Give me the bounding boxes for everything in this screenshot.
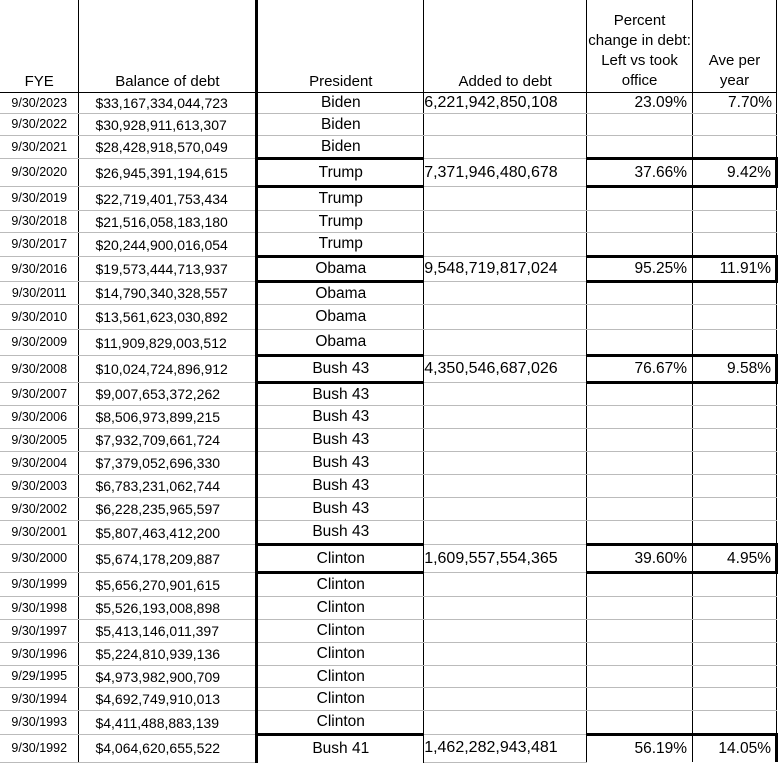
cell-fye: 9/30/2023 — [0, 93, 79, 114]
cell-president: Obama — [257, 257, 424, 282]
cell-balance: $5,807,463,412,200 — [79, 521, 257, 545]
cell-balance: $14,790,340,328,557 — [79, 282, 257, 305]
table-row — [0, 305, 777, 330]
cell-fye: 9/30/1999 — [0, 573, 79, 597]
cell-ave-per-year — [693, 573, 777, 597]
cell-balance: $33,167,334,044,723 — [79, 93, 257, 114]
table-row — [0, 666, 777, 688]
cell-fye: 9/30/1997 — [0, 620, 79, 643]
cell-percent-change — [587, 406, 693, 429]
cell-added — [424, 666, 587, 688]
cell-president: Clinton — [257, 545, 424, 573]
cell-fye: 9/30/1996 — [0, 643, 79, 666]
cell-balance: $28,428,918,570,049 — [79, 136, 257, 159]
cell-balance: $5,656,270,901,615 — [79, 573, 257, 597]
cell-president: Trump — [257, 233, 424, 257]
cell-ave-per-year — [693, 383, 777, 406]
cell-percent-change — [587, 688, 693, 711]
cell-fye: 9/30/2000 — [0, 545, 79, 573]
cell-ave-per-year — [693, 666, 777, 688]
cell-percent-change — [587, 330, 693, 356]
header-ave-per-year: Ave per year — [693, 0, 777, 93]
cell-fye: 9/30/2001 — [0, 521, 79, 545]
cell-percent-change — [587, 211, 693, 233]
cell-fye: 9/30/2003 — [0, 475, 79, 498]
cell-balance: $19,573,444,713,937 — [79, 257, 257, 282]
cell-added — [424, 406, 587, 429]
cell-balance: $21,516,058,183,180 — [79, 211, 257, 233]
table-row — [0, 521, 777, 545]
cell-added — [424, 330, 587, 356]
cell-president: Clinton — [257, 666, 424, 688]
cell-president: Biden — [257, 114, 424, 136]
cell-fye: 9/30/2011 — [0, 282, 79, 305]
cell-percent-change: 39.60% — [587, 545, 693, 573]
cell-percent-change — [587, 282, 693, 305]
cell-percent-change — [587, 114, 693, 136]
cell-fye: 9/30/2006 — [0, 406, 79, 429]
cell-ave-per-year — [693, 521, 777, 545]
cell-balance: $4,411,488,883,139 — [79, 711, 257, 735]
table-row — [0, 711, 777, 735]
cell-ave-per-year — [693, 620, 777, 643]
cell-balance: $22,719,401,753,434 — [79, 187, 257, 211]
cell-fye: 9/30/1993 — [0, 711, 79, 735]
cell-balance: $5,674,178,209,887 — [79, 545, 257, 573]
table-row — [0, 356, 777, 383]
cell-fye: 9/30/2009 — [0, 330, 79, 356]
cell-percent-change — [587, 383, 693, 406]
cell-percent-change: 76.67% — [587, 356, 693, 383]
cell-balance: $10,024,724,896,912 — [79, 356, 257, 383]
cell-added — [424, 282, 587, 305]
header-balance: Balance of debt — [79, 0, 257, 93]
cell-fye: 9/30/2002 — [0, 498, 79, 521]
cell-president: Clinton — [257, 643, 424, 666]
cell-percent-change: 56.19% — [587, 735, 693, 763]
table-row — [0, 452, 777, 475]
cell-president: Clinton — [257, 620, 424, 643]
cell-ave-per-year — [693, 597, 777, 620]
cell-president: Obama — [257, 282, 424, 305]
cell-added — [424, 452, 587, 475]
cell-percent-change — [587, 666, 693, 688]
cell-balance: $11,909,829,003,512 — [79, 330, 257, 356]
cell-added — [424, 114, 587, 136]
table-row — [0, 545, 777, 573]
cell-percent-change — [587, 498, 693, 521]
cell-ave-per-year — [693, 282, 777, 305]
cell-added — [424, 498, 587, 521]
cell-president: Bush 43 — [257, 356, 424, 383]
cell-ave-per-year — [693, 211, 777, 233]
cell-balance: $4,973,982,900,709 — [79, 666, 257, 688]
cell-fye: 9/29/1995 — [0, 666, 79, 688]
cell-percent-change — [587, 305, 693, 330]
cell-ave-per-year — [693, 688, 777, 711]
cell-ave-per-year: 11.91% — [693, 257, 777, 282]
cell-president: Biden — [257, 93, 424, 114]
table-row — [0, 597, 777, 620]
cell-balance: $26,945,391,194,615 — [79, 159, 257, 187]
cell-ave-per-year — [693, 498, 777, 521]
cell-percent-change — [587, 187, 693, 211]
cell-ave-per-year — [693, 452, 777, 475]
cell-fye: 9/30/2019 — [0, 187, 79, 211]
cell-balance: $6,228,235,965,597 — [79, 498, 257, 521]
table-row — [0, 498, 777, 521]
cell-percent-change — [587, 597, 693, 620]
cell-fye: 9/30/1998 — [0, 597, 79, 620]
cell-percent-change — [587, 643, 693, 666]
cell-fye: 9/30/2004 — [0, 452, 79, 475]
cell-balance: $30,928,911,613,307 — [79, 114, 257, 136]
table-row — [0, 233, 777, 257]
cell-added — [424, 305, 587, 330]
cell-fye: 9/30/2020 — [0, 159, 79, 187]
cell-ave-per-year: 14.05% — [693, 735, 777, 763]
cell-ave-per-year — [693, 114, 777, 136]
table-row — [0, 406, 777, 429]
cell-ave-per-year — [693, 475, 777, 498]
cell-fye: 9/30/2018 — [0, 211, 79, 233]
table-row — [0, 330, 777, 356]
table-row — [0, 114, 777, 136]
cell-added: 6,221,942,850,108 — [424, 93, 587, 114]
cell-added — [424, 475, 587, 498]
cell-president: Trump — [257, 211, 424, 233]
cell-added — [424, 233, 587, 257]
table-row — [0, 136, 777, 159]
cell-balance: $5,413,146,011,397 — [79, 620, 257, 643]
cell-president: Trump — [257, 159, 424, 187]
cell-president: Bush 43 — [257, 475, 424, 498]
cell-fye: 9/30/1994 — [0, 688, 79, 711]
cell-added — [424, 688, 587, 711]
cell-added: 4,350,546,687,026 — [424, 356, 587, 383]
cell-balance: $13,561,623,030,892 — [79, 305, 257, 330]
cell-balance: $9,007,653,372,262 — [79, 383, 257, 406]
cell-balance: $4,064,620,655,522 — [79, 735, 257, 763]
cell-percent-change — [587, 475, 693, 498]
cell-percent-change — [587, 711, 693, 735]
cell-added: 1,462,282,943,481 — [424, 735, 587, 763]
table-row — [0, 159, 777, 187]
table-row — [0, 573, 777, 597]
header-added: Added to debt — [424, 0, 587, 93]
cell-president: Bush 43 — [257, 521, 424, 545]
cell-percent-change — [587, 429, 693, 452]
cell-percent-change: 23.09% — [587, 93, 693, 114]
cell-president: Obama — [257, 330, 424, 356]
cell-fye: 9/30/2017 — [0, 233, 79, 257]
cell-added: 1,609,557,554,365 — [424, 545, 587, 573]
cell-ave-per-year — [693, 187, 777, 211]
cell-fye: 9/30/2022 — [0, 114, 79, 136]
cell-percent-change — [587, 620, 693, 643]
cell-percent-change: 37.66% — [587, 159, 693, 187]
cell-balance: $7,379,052,696,330 — [79, 452, 257, 475]
cell-fye: 9/30/2010 — [0, 305, 79, 330]
cell-president: Clinton — [257, 597, 424, 620]
cell-balance: $5,526,193,008,898 — [79, 597, 257, 620]
cell-added — [424, 573, 587, 597]
table-row — [0, 282, 777, 305]
cell-president: Trump — [257, 187, 424, 211]
table-row — [0, 688, 777, 711]
cell-added: 9,548,719,817,024 — [424, 257, 587, 282]
cell-president: Biden — [257, 136, 424, 159]
cell-fye: 9/30/2005 — [0, 429, 79, 452]
cell-ave-per-year: 9.58% — [693, 356, 777, 383]
cell-ave-per-year — [693, 233, 777, 257]
cell-ave-per-year — [693, 711, 777, 735]
cell-president: Clinton — [257, 573, 424, 597]
cell-ave-per-year — [693, 330, 777, 356]
cell-president: Bush 43 — [257, 383, 424, 406]
cell-president: Clinton — [257, 711, 424, 735]
cell-balance: $8,506,973,899,215 — [79, 406, 257, 429]
cell-ave-per-year — [693, 305, 777, 330]
cell-president: Obama — [257, 305, 424, 330]
cell-balance: $20,244,900,016,054 — [79, 233, 257, 257]
cell-added — [424, 620, 587, 643]
table-row — [0, 383, 777, 406]
cell-balance: $5,224,810,939,136 — [79, 643, 257, 666]
cell-percent-change — [587, 573, 693, 597]
cell-balance: $6,783,231,062,744 — [79, 475, 257, 498]
cell-percent-change — [587, 136, 693, 159]
cell-president: Bush 41 — [257, 735, 424, 763]
cell-added — [424, 429, 587, 452]
table-row — [0, 620, 777, 643]
table-row — [0, 211, 777, 233]
cell-ave-per-year: 4.95% — [693, 545, 777, 573]
cell-added — [424, 136, 587, 159]
header-row — [0, 0, 777, 93]
cell-added — [424, 711, 587, 735]
cell-fye: 9/30/2021 — [0, 136, 79, 159]
cell-fye: 9/30/1992 — [0, 735, 79, 763]
table-row — [0, 257, 777, 282]
cell-president: Clinton — [257, 688, 424, 711]
cell-percent-change — [587, 452, 693, 475]
cell-added — [424, 597, 587, 620]
cell-fye: 9/30/2007 — [0, 383, 79, 406]
cell-added — [424, 521, 587, 545]
cell-added — [424, 383, 587, 406]
cell-added — [424, 187, 587, 211]
header-president: President — [257, 0, 424, 93]
cell-percent-change — [587, 233, 693, 257]
cell-fye: 9/30/2008 — [0, 356, 79, 383]
header-percent-change: Percent change in debt: Left vs took office — [587, 0, 693, 93]
cell-ave-per-year — [693, 643, 777, 666]
cell-president: Bush 43 — [257, 429, 424, 452]
cell-fye: 9/30/2016 — [0, 257, 79, 282]
cell-percent-change: 95.25% — [587, 257, 693, 282]
table-row — [0, 475, 777, 498]
table-row — [0, 643, 777, 666]
cell-added: 7,371,946,480,678 — [424, 159, 587, 187]
cell-president: Bush 43 — [257, 498, 424, 521]
cell-president: Bush 43 — [257, 406, 424, 429]
table-row — [0, 187, 777, 211]
cell-ave-per-year: 9.42% — [693, 159, 777, 187]
cell-ave-per-year — [693, 429, 777, 452]
cell-balance: $4,692,749,910,013 — [79, 688, 257, 711]
cell-ave-per-year: 7.70% — [693, 93, 777, 114]
cell-ave-per-year — [693, 136, 777, 159]
cell-balance: $7,932,709,661,724 — [79, 429, 257, 452]
table-row — [0, 429, 777, 452]
cell-president: Bush 43 — [257, 452, 424, 475]
cell-added — [424, 211, 587, 233]
table-row — [0, 93, 777, 114]
cell-ave-per-year — [693, 406, 777, 429]
header-fye: FYE — [0, 0, 79, 93]
cell-percent-change — [587, 521, 693, 545]
table-row — [0, 735, 777, 763]
cell-added — [424, 643, 587, 666]
